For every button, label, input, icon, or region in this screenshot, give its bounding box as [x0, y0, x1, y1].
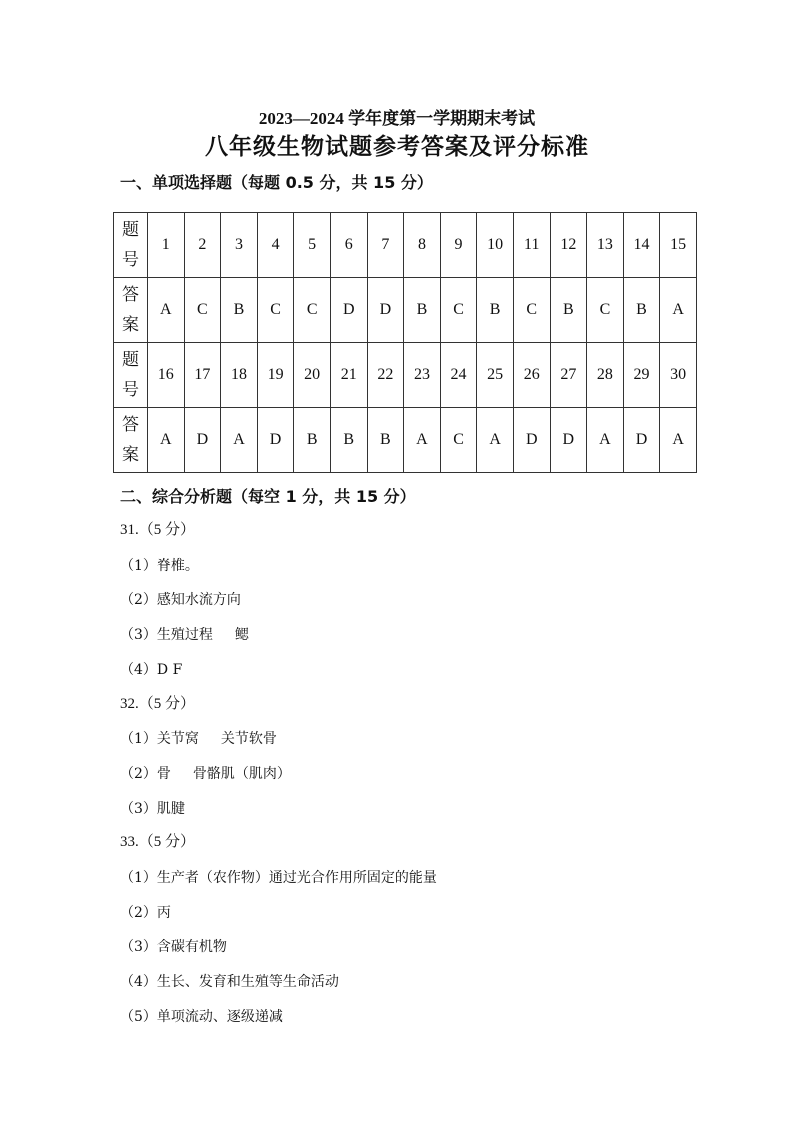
answer-cell: C	[294, 278, 331, 343]
question-number-cell: 28	[587, 343, 624, 408]
answer-label: （3）	[120, 939, 157, 956]
answer-cell: D	[184, 408, 221, 473]
answer-line	[120, 728, 277, 748]
answer-cell: C	[440, 408, 477, 473]
question-number-cell: 16	[148, 343, 185, 408]
question-number-cell: 26	[513, 343, 550, 408]
answer-cell: A	[148, 408, 185, 473]
question-number-cell: 15	[660, 213, 697, 278]
question-number-cell: 1	[148, 213, 185, 278]
answer-cell: B	[367, 408, 404, 473]
question-number-cell: 30	[660, 343, 697, 408]
question-number-cell: 23	[404, 343, 441, 408]
question-number-cell: 13	[587, 213, 624, 278]
answer-text: 生产者（农作物）通过光合作用所固定的能量	[156, 870, 437, 886]
answer-label: （2）	[120, 904, 157, 921]
answer-cell: C	[440, 278, 477, 343]
answer-cell: C	[513, 278, 550, 343]
answer-text: D F	[156, 661, 183, 678]
answer-text: 鳃	[234, 627, 249, 644]
answer-line	[120, 971, 339, 991]
table-row	[114, 278, 697, 343]
page-title: 八年级生物试题参考答案及评分标准	[205, 134, 589, 160]
question-number-cell: 19	[257, 343, 294, 408]
answer-text: 单项流动、逐级递减	[156, 1008, 283, 1025]
answer-label: （1）	[120, 557, 157, 574]
question-number-cell: 4	[257, 213, 294, 278]
question-number-header: 题 号	[114, 213, 148, 278]
question-title: 31.（5 分）	[120, 522, 196, 538]
answer-line	[120, 902, 171, 922]
answer-cell: C	[257, 278, 294, 343]
answer-label: （1）	[120, 870, 157, 886]
answer-label: （2）	[120, 592, 157, 609]
answer-cell: A	[587, 408, 624, 473]
question-number-cell: 12	[550, 213, 587, 278]
answer-cell: D	[513, 408, 550, 473]
answer-cell: B	[477, 278, 514, 343]
answer-cell: A	[148, 278, 185, 343]
answer-label: （2）	[120, 765, 157, 782]
answer-label: （1）	[120, 731, 157, 748]
question-number-cell: 10	[477, 213, 514, 278]
answer-text: 脊椎。	[156, 557, 199, 574]
answer-line	[120, 659, 182, 679]
answer-cell: B	[330, 408, 367, 473]
answer-table	[113, 212, 697, 473]
answer-cell: A	[660, 408, 697, 473]
question-number-cell: 5	[294, 213, 331, 278]
answer-line	[120, 936, 227, 956]
answer-cell: B	[550, 278, 587, 343]
answer-cell: A	[404, 408, 441, 473]
answer-label: （3）	[120, 800, 157, 817]
question-number-cell: 6	[330, 213, 367, 278]
answer-text: 生殖过程	[156, 627, 213, 644]
answer-text: 骨骼肌（肌肉）	[192, 765, 291, 782]
answer-line	[120, 763, 291, 783]
answer-cell: C	[184, 278, 221, 343]
answer-header: 答 案	[114, 278, 148, 343]
answer-label: （4）	[120, 661, 157, 678]
question-title: 33.（5 分）	[120, 834, 196, 851]
answer-line	[120, 555, 199, 575]
answer-text: 感知水流方向	[156, 592, 241, 609]
answer-cell: D	[330, 278, 367, 343]
answer-cell: C	[587, 278, 624, 343]
answer-label: （4）	[120, 974, 157, 991]
answer-cell: A	[477, 408, 514, 473]
answer-text: 关节窝	[156, 731, 199, 748]
question-number-cell: 29	[623, 343, 660, 408]
answer-cell: D	[257, 408, 294, 473]
exam-year-title: 2023—2024 学年度第一学期期末考试	[258, 109, 536, 128]
answer-text: 丙	[156, 904, 171, 921]
question-number-cell: 24	[440, 343, 477, 408]
question-number-cell: 11	[513, 213, 550, 278]
table-row	[114, 213, 697, 278]
question-number-cell: 17	[184, 343, 221, 408]
answer-cell: D	[367, 278, 404, 343]
question-number-cell: 27	[550, 343, 587, 408]
answer-label: （3）	[120, 627, 157, 644]
answer-line	[120, 624, 249, 644]
question-number-cell: 7	[367, 213, 404, 278]
question-number-cell: 9	[440, 213, 477, 278]
question-number-cell: 22	[367, 343, 404, 408]
section-2-heading: 二、综合分析题（每空 1 分，共 15 分）	[120, 487, 416, 506]
table-row	[114, 343, 697, 408]
answer-cell: B	[221, 278, 258, 343]
answer-line	[120, 589, 241, 609]
question-number-cell: 21	[330, 343, 367, 408]
question-number-cell: 8	[404, 213, 441, 278]
question-number-cell: 2	[184, 213, 221, 278]
answer-text: 生长、发育和生殖等生命活动	[156, 974, 339, 991]
answer-cell: B	[623, 278, 660, 343]
answer-cell: A	[660, 278, 697, 343]
answer-line	[120, 1006, 283, 1026]
answer-cell: B	[294, 408, 331, 473]
answer-header: 答 案	[114, 408, 148, 473]
answer-line	[120, 798, 185, 818]
answer-text: 肌腱	[156, 800, 185, 817]
answer-text: 含碳有机物	[156, 939, 227, 956]
answer-cell: D	[623, 408, 660, 473]
answer-cell: D	[550, 408, 587, 473]
answer-cell: B	[404, 278, 441, 343]
question-number-cell: 14	[623, 213, 660, 278]
section-1-heading: 一、单项选择题（每题 0.5 分，共 15 分）	[120, 173, 433, 192]
question-number-cell: 18	[221, 343, 258, 408]
answer-text: 关节软骨	[220, 731, 277, 748]
question-number-cell: 3	[221, 213, 258, 278]
question-number-cell: 25	[477, 343, 514, 408]
question-number-header: 题 号	[114, 343, 148, 408]
question-number-cell: 20	[294, 343, 331, 408]
answer-label: （5）	[120, 1008, 157, 1025]
answer-cell: A	[221, 408, 258, 473]
answer-text: 骨	[156, 765, 171, 782]
table-row	[114, 408, 697, 473]
question-title: 32.（5 分）	[120, 695, 196, 712]
answer-line	[120, 867, 437, 887]
